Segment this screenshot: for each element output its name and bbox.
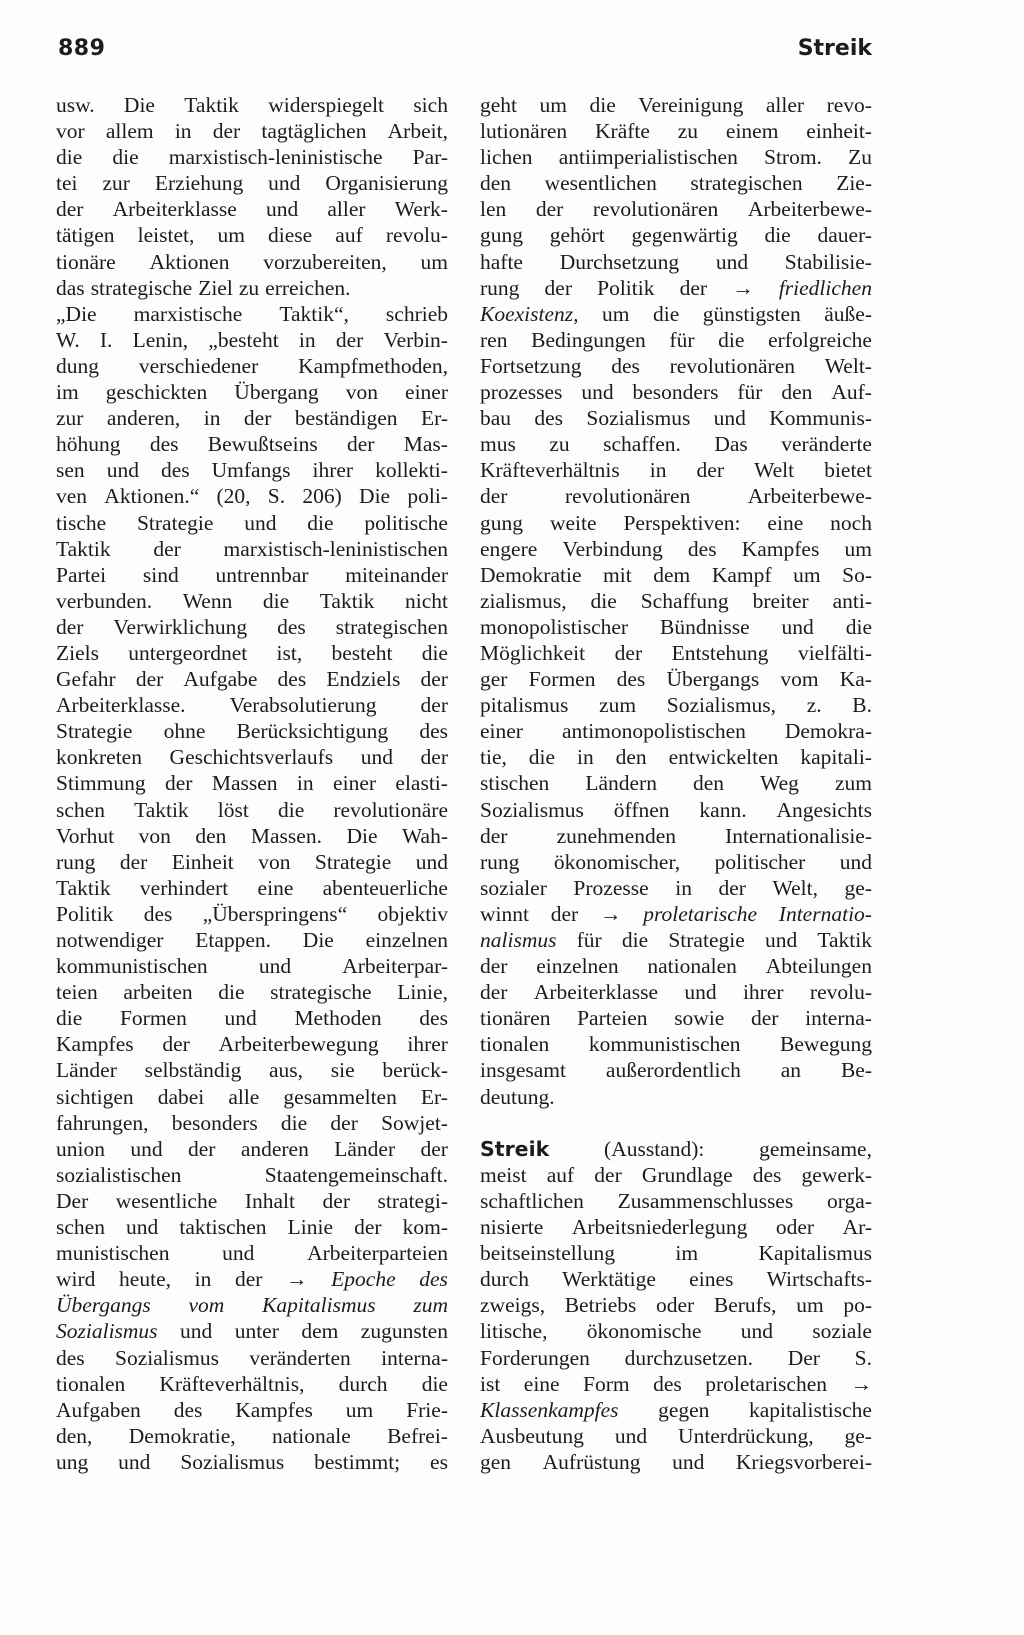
text-line: Partei sind untrennbar miteinander (56, 562, 448, 587)
text-line: konkreten Geschichtsverlaufs und der (56, 745, 448, 770)
text-line: hafte Durchsetzung und Stabilisie- (480, 249, 872, 274)
text-line: der Verwirklichung des strategischen (56, 614, 448, 639)
text-line: union und der anderen Länder der (56, 1136, 448, 1161)
text-line: die Formen und Methoden des (56, 1006, 448, 1031)
text-line: sozialer Prozesse in der Welt, ge- (480, 875, 872, 900)
text-line: gung weite Perspektiven: eine noch (480, 510, 872, 535)
left-column (56, 92, 448, 1475)
text-line: gung gehört gegenwärtig die dauer- (480, 223, 872, 248)
text-line: Politik des „Überspringens“ objektiv (56, 901, 448, 926)
text-line: der Arbeiterklasse und aller Werk- (56, 197, 448, 222)
text-line: Ziels untergeordnet ist, besteht die (56, 640, 448, 665)
text-line: schen Taktik löst die revolutionäre (56, 797, 448, 822)
text-line: stischen Ländern den Weg zum (480, 771, 872, 796)
text-line: wird heute, in der → Epoche des (56, 1267, 448, 1292)
text-line: bau des Sozialismus und Kommunis- (480, 406, 872, 431)
text-line: lutionären Kräfte zu einem einheit- (480, 119, 872, 144)
text-line: ven Aktionen.“ (20, S. 206) Die poli- (56, 484, 448, 509)
text-line: engere Verbindung des Kampfes um (480, 536, 872, 561)
text-line: „Die marxistische Taktik“, schrieb (56, 301, 448, 326)
text-line: Streik (Ausstand): gemeinsame, (480, 1136, 872, 1161)
text-line: tie, die in den entwickelten kapitali- (480, 745, 872, 770)
text-line: schaftlichen Zusammenschlusses orga- (480, 1188, 872, 1213)
text-line: litische, ökonomische und soziale (480, 1319, 872, 1344)
text-line: ist eine Form des proletarischen → (480, 1371, 872, 1396)
text-line: höhung des Bewußtseins der Mas- (56, 432, 448, 457)
text-line: nisierte Arbeitsniederlegung oder Ar- (480, 1215, 872, 1240)
text-line: tätigen leistet, um diese auf revolu- (56, 223, 448, 248)
text-line: rung der Politik der → friedlichen (480, 275, 872, 300)
text-line: winnt der → proletarische Internatio- (480, 901, 872, 926)
text-line: Arbeiterklasse. Verabsolutierung der (56, 693, 448, 718)
text-line: Gefahr der Aufgabe des Endziels der (56, 667, 448, 692)
text-line: fahrungen, besonders die der Sowjet- (56, 1110, 448, 1135)
text-line: meist auf der Grundlage des gewerk- (480, 1162, 872, 1187)
text-line: notwendiger Etappen. Die einzelnen (56, 928, 448, 952)
text-line: einer antimonopolistischen Demokra- (480, 719, 872, 744)
text-line: Übergangs vom Kapitalismus zum (56, 1293, 448, 1318)
text-line: Fortsetzung des revolutionären Welt- (480, 353, 872, 378)
text-line: den wesentlichen strategischen Zie- (480, 171, 872, 196)
text-line: Ausbeutung und Unterdrückung, ge- (480, 1423, 872, 1448)
text-line: kommunistischen und Arbeiterpar- (56, 954, 448, 979)
text-line: Stimmung der Massen in einer elasti- (56, 771, 448, 796)
text-line: rung ökonomischer, politischer und (480, 849, 872, 874)
text-line: prozesses und besonders für den Auf- (480, 380, 872, 405)
text-line: zialismus, die Schaffung breiter anti- (480, 588, 872, 613)
text-line: dung verschiedener Kampfmethoden, (56, 353, 448, 378)
text-line: Strategie ohne Berücksichtigung des (56, 719, 448, 744)
text-line: zweigs, Betriebs oder Berufs, um po- (480, 1293, 872, 1318)
text-line: Kräfteverhältnis in der Welt bietet (480, 458, 872, 483)
text-line: Vorhut von den Massen. Die Wah- (56, 823, 448, 848)
text-line: usw. Die Taktik widerspiegelt sich (56, 93, 448, 117)
text-line: zur anderen, in der beständigen Er- (56, 406, 448, 431)
text-line: tei zur Erziehung und Organisierung (56, 171, 448, 196)
text-line: deutung. (480, 1084, 555, 1109)
text-line: ger Formen des Übergangs vom Ka- (480, 667, 872, 692)
text-line: insgesamt außerordentlich an Be- (480, 1058, 872, 1083)
text-line: tionäre Aktionen vorzubereiten, um (56, 249, 448, 274)
text-line: tionalen Kräfteverhältnis, durch die (56, 1371, 448, 1396)
text-line: tionalen kommunistischen Bewegung (480, 1032, 872, 1057)
text-line: des Sozialismus veränderten interna- (56, 1345, 448, 1370)
text-line: Taktik verhindert eine abenteuerliche (56, 875, 448, 900)
text-line: nalismus für die Strategie und Taktik (480, 928, 872, 952)
text-line: das strategische Ziel zu erreichen. (56, 275, 351, 300)
text-line: beitseinstellung im Kapitalismus (480, 1241, 872, 1266)
text-line: der revolutionären Arbeiterbewe- (480, 484, 872, 509)
text-line: sozialistischen Staatengemeinschaft. (56, 1162, 448, 1187)
text-line: sen und des Umfangs ihrer kollekti- (56, 458, 448, 483)
running-head: Streik (797, 36, 872, 61)
text-line: pitalismus zum Sozialismus, z. B. (480, 693, 872, 718)
text-line: der zunehmenden Internationalisie- (480, 823, 872, 848)
text-line: schen und taktischen Linie der kom- (56, 1215, 448, 1240)
text-line: mus zu schaffen. Das veränderte (480, 432, 872, 457)
text-line: geht um die Vereinigung aller revo- (480, 93, 872, 117)
text-line: Sozialismus und unter dem zugunsten (56, 1319, 448, 1344)
text-line: tische Strategie und die politische (56, 510, 448, 535)
text-line: lichen antiimperialistischen Strom. Zu (480, 145, 872, 170)
paragraph-gap (480, 1110, 872, 1136)
text-line: rung der Einheit von Strategie und (56, 849, 448, 874)
text-line: Forderungen durchzusetzen. Der S. (480, 1345, 872, 1370)
text-line: munistischen und Arbeiterparteien (56, 1241, 448, 1266)
text-line: Kampfes der Arbeiterbewegung ihrer (56, 1032, 448, 1057)
text-line: Der wesentliche Inhalt der strategi- (56, 1188, 448, 1213)
text-line: Taktik der marxistisch-leninistischen (56, 536, 448, 561)
text-line: W. I. Lenin, „besteht in der Verbin- (56, 327, 448, 352)
text-line: im geschickten Übergang von einer (56, 380, 448, 405)
page-number: 889 (58, 36, 106, 61)
text-line: verbunden. Wenn die Taktik nicht (56, 588, 448, 613)
text-line: sichtigen dabei alle gesammelten Er- (56, 1084, 448, 1109)
text-line: Möglichkeit der Entstehung vielfälti- (480, 640, 872, 665)
text-line: len der revolutionären Arbeiterbewe- (480, 197, 872, 222)
text-line: den, Demokratie, nationale Befrei- (56, 1423, 448, 1448)
right-column (480, 92, 872, 1475)
text-line: gen Aufrüstung und Kriegsvorberei- (480, 1449, 872, 1474)
text-line: der Arbeiterklasse und ihrer revolu- (480, 980, 872, 1005)
text-line: Koexistenz, um die günstigsten äuße- (480, 301, 872, 326)
text-line: der einzelnen nationalen Abteilungen (480, 954, 872, 979)
text-line: Demokratie mit dem Kampf um So- (480, 562, 872, 587)
text-line: Länder selbständig aus, sie berück- (56, 1058, 448, 1083)
text-line: Klassenkampfes gegen kapitalistische (480, 1397, 872, 1422)
text-line: tionären Parteien sowie der interna- (480, 1006, 872, 1031)
text-line: ung und Sozialismus bestimmt; es (56, 1449, 448, 1474)
text-line: Aufgaben des Kampfes um Frie- (56, 1397, 448, 1422)
text-line: Sozialismus öffnen kann. Angesichts (480, 797, 872, 822)
text-line: ren Bedingungen für die erfolgreiche (480, 327, 872, 352)
text-line: monopolistischer Bündnisse und die (480, 614, 872, 639)
text-line: die die marxistisch-leninistische Par- (56, 145, 448, 170)
text-line: durch Werktätige eines Wirtschafts- (480, 1267, 872, 1292)
text-line: teien arbeiten die strategische Linie, (56, 980, 448, 1005)
text-line: vor allem in der tagtäglichen Arbeit, (56, 119, 448, 144)
